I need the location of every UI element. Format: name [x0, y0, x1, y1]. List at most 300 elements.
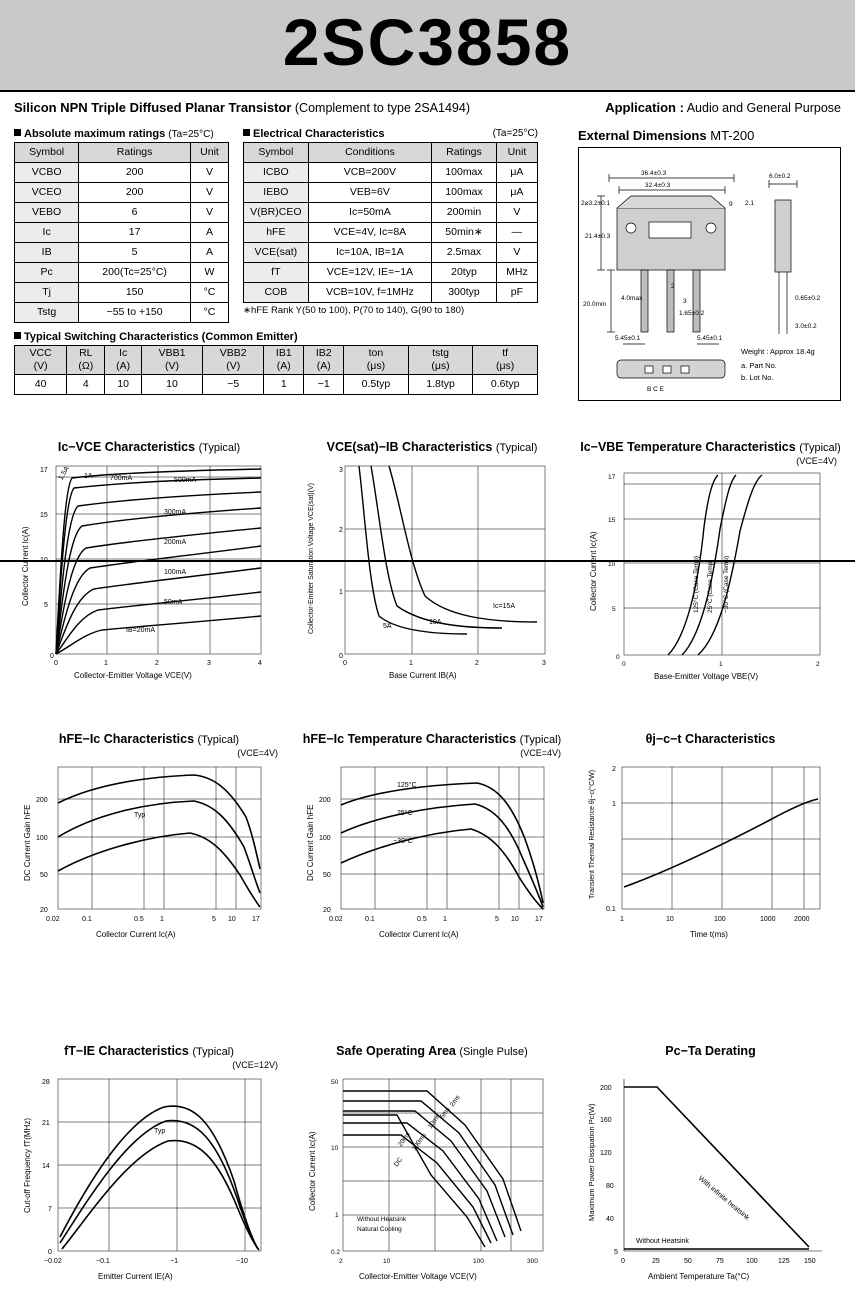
- electrical-title-text: Electrical Characteristics: [253, 128, 385, 140]
- elec-r5c2: 20typ: [432, 263, 497, 283]
- ytick-10: 10: [608, 561, 616, 568]
- ytick-40: 40: [606, 1216, 614, 1223]
- table-row: [15, 183, 229, 203]
- abs-max-r3c1: 17: [79, 223, 191, 243]
- table-row: [15, 375, 538, 395]
- xtick-m10: −10: [236, 1258, 248, 1265]
- dim-width-inner: 32.4±0.3: [645, 182, 671, 189]
- dim-right-pin: 5.45±0.1: [697, 335, 723, 342]
- ann-Ic15A: Ic=15A: [493, 603, 515, 610]
- elec-r3c1: VCE=4V, Ic=8A: [308, 223, 431, 243]
- elec-th-3: Unit: [496, 143, 537, 163]
- electrical-condition: (Ta=25°C): [492, 128, 538, 139]
- xtick-m0p02: −0.02: [44, 1258, 62, 1265]
- abs-max-r3c0: Ic: [15, 223, 79, 243]
- hfe-rank-footnote: ∗hFE Rank Y(50 to 100), P(70 to 140), G(90 to 180): [243, 305, 465, 316]
- xtick-10: 10: [666, 916, 674, 923]
- ytick-0: 0: [339, 653, 343, 660]
- xtick-10: 10: [511, 916, 519, 923]
- elec-th-0: Symbol: [244, 143, 309, 163]
- ann-m30C: −30°C: [393, 838, 413, 845]
- external-dimensions-title-text: External Dimensions: [578, 128, 707, 143]
- xtick-25: 25: [652, 1258, 660, 1265]
- electrical-block: [243, 128, 538, 316]
- xtick-150: 150: [804, 1258, 816, 1265]
- chart-hfe-ic-xlabel: Collector Current Ic(A): [96, 930, 176, 939]
- ytick-10: 10: [331, 1145, 339, 1152]
- elec-r0c0: ICBO: [244, 163, 309, 183]
- ann-typ: Typ: [134, 812, 146, 819]
- xtick-0: 0: [343, 660, 347, 667]
- xtick-0p1: 0.1: [82, 916, 92, 923]
- table-row: [15, 203, 229, 223]
- dim-note-b: b. Lot No.: [741, 373, 774, 382]
- elec-r6c3: pF: [496, 283, 537, 303]
- chart-hfe-ic-temp-xlabel: Collector Current Ic(A): [379, 930, 459, 939]
- chart-hfe-ic-ylabel: DC Current Gain hFE: [23, 804, 32, 881]
- abs-max-r5c2: W: [190, 263, 228, 283]
- table-row: [15, 243, 229, 263]
- chart-theta-t-plot: [578, 759, 843, 949]
- xtick-0p02: 0.02: [46, 916, 60, 923]
- ytick-100: 100: [36, 835, 48, 842]
- xtick-75: 75: [716, 1258, 724, 1265]
- xtick-1: 1: [409, 660, 413, 667]
- ann-500mA: 500mA: [174, 477, 197, 484]
- ann-25C: 25°C (Case Temp): [707, 559, 714, 613]
- table-row: [244, 283, 538, 303]
- xtick-125: 125: [778, 1258, 790, 1265]
- sw-th-6: IB2 (A): [304, 346, 344, 375]
- ytick-100: 100: [319, 835, 331, 842]
- xtick-5: 5: [495, 916, 499, 923]
- chart-soa: [297, 1044, 567, 1289]
- abs-max-r7c1: −55 to +150: [79, 303, 191, 323]
- chart-ic-vce-xlabel: Collector-Emitter Voltage VCE(V): [74, 671, 192, 680]
- elec-r2c3: V: [496, 203, 537, 223]
- chart-theta-t-xlabel: Time t(ms): [690, 930, 728, 939]
- dim-h-left: 21.4±0.3: [585, 233, 611, 240]
- chart-ic-vbe-temp: [578, 440, 843, 689]
- chart-soa-title: Safe Operating Area (Single Pulse): [336, 1044, 528, 1058]
- elec-r4c1: Ic=10A, IB=1A: [308, 243, 431, 263]
- ytick-80: 80: [606, 1183, 614, 1190]
- subtitle-row: [0, 100, 855, 126]
- ann-10ms: 10ms: [426, 1113, 442, 1131]
- chart-row-3: [0, 1044, 855, 1316]
- xtick-1: 1: [620, 916, 624, 923]
- abs-max-r6c1: 150: [79, 283, 191, 303]
- dim-h-tab: 4.0max: [621, 295, 643, 302]
- chart-ft-ie-xlabel: Emitter Current IE(A): [98, 1272, 173, 1281]
- abs-max-r4c0: IB: [15, 243, 79, 263]
- ann-125C: 125°C: [397, 782, 417, 789]
- abs-max-r1c1: 200: [79, 183, 191, 203]
- ytick-200: 200: [36, 797, 48, 804]
- bullet-square-icon: [243, 129, 250, 136]
- abs-max-r6c2: °C: [190, 283, 228, 303]
- dim-side-t2: 3.0±0.2: [795, 323, 817, 330]
- electrical-title: [243, 128, 538, 140]
- ytick-1: 1: [335, 1212, 339, 1219]
- xtick-2: 2: [155, 660, 159, 667]
- package-drawing-svg: [579, 148, 840, 398]
- chart-theta-t-title: θj−c−t Characteristics: [645, 732, 776, 746]
- table-row: [15, 223, 229, 243]
- ann-5ms: 5ms: [438, 1106, 452, 1121]
- chart-hfe-ic-temp-title: hFE−Ic Temperature Characteristics (Typical): [302, 732, 562, 746]
- chart-ft-ie-ylabel: Cut-off Frequency fT(MHz): [23, 1118, 32, 1213]
- chart-hfe-ic-temp: [297, 732, 567, 949]
- chart-soa-plot: [297, 1071, 567, 1289]
- xtick-m1: −1: [170, 1258, 178, 1265]
- sw-v-5: 1: [264, 375, 304, 395]
- chart-hfe-ic: [14, 732, 284, 949]
- abs-max-title-text: Absolute maximum ratings: [24, 128, 166, 140]
- dim-pins: B C E: [647, 386, 664, 393]
- abs-max-block: [14, 128, 229, 323]
- ann-DC: DC: [392, 1156, 405, 1169]
- sw-v-2: 10: [105, 375, 142, 395]
- chart-row-1: [0, 440, 855, 712]
- abs-max-th-0: Symbol: [15, 143, 79, 163]
- xtick-0: 0: [622, 661, 626, 668]
- ytick-50: 50: [331, 1079, 339, 1086]
- dim-left-pin: 5.45±0.1: [615, 335, 641, 342]
- sw-th-3: VBB1 (V): [141, 346, 202, 375]
- sw-th-8: tstg (μs): [408, 346, 473, 375]
- sw-th-7: ton (μs): [344, 346, 409, 375]
- bullet-square-icon: [14, 129, 21, 136]
- elec-r4c2: 2.5max: [432, 243, 497, 263]
- xtick-1: 1: [719, 661, 723, 668]
- table-row: [244, 243, 538, 263]
- xtick-17: 17: [535, 916, 543, 923]
- xtick-10: 10: [228, 916, 236, 923]
- dim-pin3: 3: [683, 298, 687, 305]
- ytick-50: 50: [40, 872, 48, 879]
- chart-ic-vce: [14, 440, 284, 686]
- ytick-3: 3: [339, 467, 343, 474]
- elec-r3c0: hFE: [244, 223, 309, 243]
- ann-natural-cooling: Natural Cooling: [357, 1226, 402, 1233]
- ytick-0: 0: [50, 653, 54, 660]
- package-drawing: [578, 147, 841, 401]
- abs-max-r0c1: 200: [79, 163, 191, 183]
- ytick-28: 28: [42, 1079, 50, 1086]
- ytick-5: 5: [612, 606, 616, 613]
- xtick-3: 3: [542, 660, 546, 667]
- ytick-0: 0: [48, 1249, 52, 1256]
- ann-125C: 125°C (Case Temp): [693, 555, 700, 613]
- xtick-5: 5: [212, 916, 216, 923]
- ann-with-infinite-heatsink: With infinite heatsink: [696, 1175, 751, 1222]
- sw-v-4: −5: [203, 375, 264, 395]
- ann-m30C: −30°C (Case Temp): [723, 555, 730, 613]
- ytick-7: 7: [48, 1206, 52, 1213]
- elec-r0c2: 100max: [432, 163, 497, 183]
- xtick-0p5: 0.5: [134, 916, 144, 923]
- elec-r1c1: VEB=6V: [308, 183, 431, 203]
- ytick-0p2: 0.2: [331, 1249, 341, 1256]
- abs-max-r5c0: Pc: [15, 263, 79, 283]
- sw-th-5: IB1 (A): [264, 346, 304, 375]
- sw-th-4: VBB2 (V): [203, 346, 264, 375]
- ann-IB20mA: IB=20mA: [126, 627, 155, 634]
- ann-700mA: 700mA: [110, 475, 133, 482]
- abs-max-th-2: Unit: [190, 143, 228, 163]
- ann-50mA: 50mA: [164, 599, 183, 606]
- ann-without-heatsink: Without Heatsink: [636, 1238, 689, 1245]
- ytick-10: 10: [40, 557, 48, 564]
- ytick-2: 2: [339, 527, 343, 534]
- xtick-4: 4: [258, 660, 262, 667]
- sw-v-8: 1.8typ: [408, 375, 473, 395]
- ytick-1: 1: [339, 589, 343, 596]
- abs-max-r5c1: 200(Tc=25°C): [79, 263, 191, 283]
- ytick-0p1: 0.1: [606, 906, 616, 913]
- external-dimensions-block: [578, 128, 841, 401]
- ann-100ms: 100ms: [410, 1132, 428, 1153]
- chart-pc-ta-title: Pc−Ta Derating: [665, 1044, 756, 1058]
- chart-ic-vbe-temp-title: Ic−VBE Temperature Characteristics (Typical): [580, 440, 841, 454]
- ytick-15: 15: [40, 512, 48, 519]
- abs-max-r3c2: A: [190, 223, 228, 243]
- ytick-17: 17: [608, 474, 616, 481]
- ytick-15: 15: [608, 517, 616, 524]
- ytick-14: 14: [42, 1163, 50, 1170]
- chart-hfe-ic-temp-plot: [297, 759, 567, 949]
- elec-r5c3: MHz: [496, 263, 537, 283]
- chart-vcesat-ib-plot: [297, 456, 567, 686]
- elec-r3c2: 50min∗: [432, 223, 497, 243]
- package-type: MT-200: [710, 128, 755, 143]
- chart-hfe-ic-plot: [14, 759, 284, 949]
- abs-max-r0c2: V: [190, 163, 228, 183]
- sw-v-1: 4: [67, 375, 105, 395]
- chart-hfe-ic-cond: (VCE=4V): [237, 748, 278, 758]
- chart-ic-vce-ylabel: Collector Current Ic(A): [21, 526, 30, 606]
- chart-ic-vce-title: Ic−VCE Characteristics (Typical): [57, 440, 241, 454]
- bullet-square-icon: [14, 332, 21, 339]
- device-description-bold: Silicon NPN Triple Diffused Planar Transistor: [14, 100, 292, 115]
- chart-vcesat-ib-ylabel: Collector-Emitter Saturation Voltage VCE(sat)(V): [308, 483, 315, 634]
- sw-th-2: Ic (A): [105, 346, 142, 375]
- table-row: [15, 163, 229, 183]
- xtick-100: 100: [714, 916, 726, 923]
- chart-hfe-ic-temp-ylabel: DC Current Gain hFE: [306, 804, 315, 881]
- device-description-rest: (Complement to type 2SA1494): [294, 101, 470, 115]
- chart-vcesat-ib-xlabel: Base Current IB(A): [389, 671, 457, 680]
- ytick-160: 160: [600, 1117, 612, 1124]
- ann-10A: 10A: [429, 619, 442, 626]
- abs-max-r4c1: 5: [79, 243, 191, 263]
- xtick-0: 0: [54, 660, 58, 667]
- dim-side-w: 6.0±0.2: [769, 173, 791, 180]
- abs-max-th-1: Ratings: [79, 143, 191, 163]
- chart-ft-ie: [14, 1044, 284, 1289]
- chart-ft-ie-title: fT−IE Characteristics (Typical): [64, 1044, 234, 1058]
- elec-r4c3: V: [496, 243, 537, 263]
- ytick-200: 200: [319, 797, 331, 804]
- abs-max-title: [14, 128, 229, 140]
- ytick-20: 20: [40, 907, 48, 914]
- dim-pin2: 2: [671, 283, 675, 290]
- xtick-0p02: 0.02: [329, 916, 343, 923]
- chart-theta-t-ylabel: Transient Thermal Resistance θj−c(°C/W): [589, 769, 596, 899]
- ytick-21: 21: [42, 1120, 50, 1127]
- dim-width-top: 36.4±0.3: [641, 170, 667, 177]
- table-row: [244, 263, 538, 283]
- chart-vcesat-ib: [297, 440, 567, 686]
- elec-r5c1: VCE=12V, IE=−1A: [308, 263, 431, 283]
- elec-r1c2: 100max: [432, 183, 497, 203]
- device-description: [14, 100, 470, 115]
- elec-r2c1: Ic=50mA: [308, 203, 431, 223]
- elec-r1c3: μA: [496, 183, 537, 203]
- table-row: [15, 263, 229, 283]
- dim-note-a: a. Part No.: [741, 361, 777, 370]
- dim-weight: Weight : Approx 18.4g: [741, 347, 815, 356]
- table-row: [244, 183, 538, 203]
- sw-v-3: 10: [141, 375, 202, 395]
- chart-vcesat-ib-title: VCE(sat)−IB Characteristics (Typical): [326, 440, 538, 454]
- chart-pc-ta: [578, 1044, 843, 1289]
- sw-v-0: 40: [15, 375, 67, 395]
- xtick-300: 300: [527, 1258, 538, 1265]
- xtick-1: 1: [160, 916, 164, 923]
- ann-1A: 1A: [84, 473, 93, 480]
- abs-max-r2c1: 6: [79, 203, 191, 223]
- switching-table: [14, 345, 538, 395]
- xtick-17: 17: [252, 916, 260, 923]
- chart-soa-ylabel: Collector Current Ic(A): [308, 1131, 317, 1211]
- ytick-50: 50: [323, 872, 331, 879]
- xtick-100: 100: [746, 1258, 758, 1265]
- chart-soa-xlabel: Collector-Emitter Voltage VCE(V): [359, 1272, 477, 1281]
- ann-5A: 5A: [383, 623, 392, 630]
- abs-max-r0c0: VCBO: [15, 163, 79, 183]
- ann-25C: 25°C: [397, 810, 413, 817]
- abs-max-r4c2: A: [190, 243, 228, 263]
- elec-r2c0: V(BR)CEO: [244, 203, 309, 223]
- xtick-2: 2: [475, 660, 479, 667]
- elec-r5c0: fT: [244, 263, 309, 283]
- xtick-100: 100: [473, 1258, 484, 1265]
- application-note: [605, 100, 841, 115]
- abs-max-r1c2: V: [190, 183, 228, 203]
- sw-v-7: 0.5typ: [344, 375, 409, 395]
- ytick-2: 2: [612, 766, 616, 773]
- elec-th-2: Ratings: [432, 143, 497, 163]
- sw-th-0: VCC (V): [15, 346, 67, 375]
- dim-side-t1: 0.65±0.2: [795, 295, 821, 302]
- ann-2ms: 2ms: [448, 1094, 462, 1109]
- table-row: [244, 203, 538, 223]
- abs-max-r7c2: °C: [190, 303, 228, 323]
- xtick-3: 3: [207, 660, 211, 667]
- table-row: [244, 163, 538, 183]
- xtick-0p5: 0.5: [417, 916, 427, 923]
- xtick-1: 1: [104, 660, 108, 667]
- ytick-20: 20: [323, 907, 331, 914]
- chart-pc-ta-plot: [578, 1071, 843, 1289]
- ytick-200: 200: [600, 1085, 612, 1092]
- abs-max-r2c0: VEBO: [15, 203, 79, 223]
- elec-r6c1: VCB=10V, f=1MHz: [308, 283, 431, 303]
- elec-th-1: Conditions: [308, 143, 431, 163]
- ytick-1: 1: [612, 801, 616, 808]
- chart-row-2: [0, 732, 855, 1004]
- table-row: [244, 223, 538, 243]
- xtick-2000: 2000: [794, 916, 810, 923]
- chart-ic-vbe-ylabel: Collector Current Ic(A): [589, 531, 598, 611]
- application-value: Audio and General Purpose: [686, 101, 841, 115]
- xtick-2: 2: [816, 661, 820, 668]
- chart-hfe-ic-temp-cond: (VCE=4V): [520, 748, 561, 758]
- elec-r4c0: VCE(sat): [244, 243, 309, 263]
- xtick-1000: 1000: [760, 916, 776, 923]
- ann-1p5A: 1.5A: [57, 465, 71, 482]
- elec-r6c0: COB: [244, 283, 309, 303]
- abs-max-r6c0: Tj: [15, 283, 79, 303]
- xtick-m0p1: −0.1: [96, 1258, 110, 1265]
- elec-r3c3: —: [496, 223, 537, 243]
- xtick-2: 2: [339, 1258, 343, 1265]
- dim-pitch: 1.65±0.2: [679, 310, 705, 317]
- switching-block: [14, 331, 538, 395]
- dim-hole: 2⌀3.2±0.1: [581, 200, 611, 207]
- ytick-0: 0: [616, 654, 620, 661]
- ann-typ: Typ: [154, 1128, 166, 1135]
- page-title: 2SC3858: [282, 5, 573, 79]
- chart-ft-ie-cond: (VCE=12V): [232, 1060, 278, 1070]
- elec-r6c2: 300typ: [432, 283, 497, 303]
- charts-section: [0, 440, 855, 1316]
- xtick-1: 1: [443, 916, 447, 923]
- xtick-50: 50: [684, 1258, 692, 1265]
- table-row: [15, 303, 229, 323]
- abs-max-condition: (Ta=25°C): [168, 129, 214, 140]
- elec-r0c3: μA: [496, 163, 537, 183]
- chart-ic-vbe-xlabel: Base-Emitter Voltage VBE(V): [654, 672, 759, 681]
- ann-200mA: 200mA: [164, 539, 187, 546]
- ann-without-heatsink: Without Heatsink: [357, 1216, 407, 1223]
- sw-v-9: 0.6typ: [473, 375, 538, 395]
- xtick-10: 10: [383, 1258, 391, 1265]
- elec-r2c2: 200min: [432, 203, 497, 223]
- chart-ic-vbe-temp-cond: (VCE=4V): [796, 456, 837, 466]
- ann-100mA: 100mA: [164, 569, 187, 576]
- chart-ft-ie-plot: [14, 1071, 284, 1289]
- sw-th-9: tf (μs): [473, 346, 538, 375]
- ytick-17: 17: [40, 467, 48, 474]
- switching-title: [14, 331, 538, 343]
- ytick-5: 5: [614, 1249, 618, 1256]
- abs-max-r1c0: VCEO: [15, 183, 79, 203]
- dim-h-right1: 2.1: [745, 200, 755, 207]
- ann-20ms: 20ms: [396, 1131, 412, 1149]
- chart-theta-t: [578, 732, 843, 949]
- chart-ic-vce-plot: [14, 456, 284, 686]
- table-row: [15, 283, 229, 303]
- xtick-0: 0: [621, 1258, 625, 1265]
- elec-r0c1: VCB=200V: [308, 163, 431, 183]
- dim-lead9: 9: [729, 201, 733, 208]
- sw-th-1: RL (Ω): [67, 346, 105, 375]
- abs-max-r7c0: Tstg: [15, 303, 79, 323]
- ann-300mA: 300mA: [164, 509, 187, 516]
